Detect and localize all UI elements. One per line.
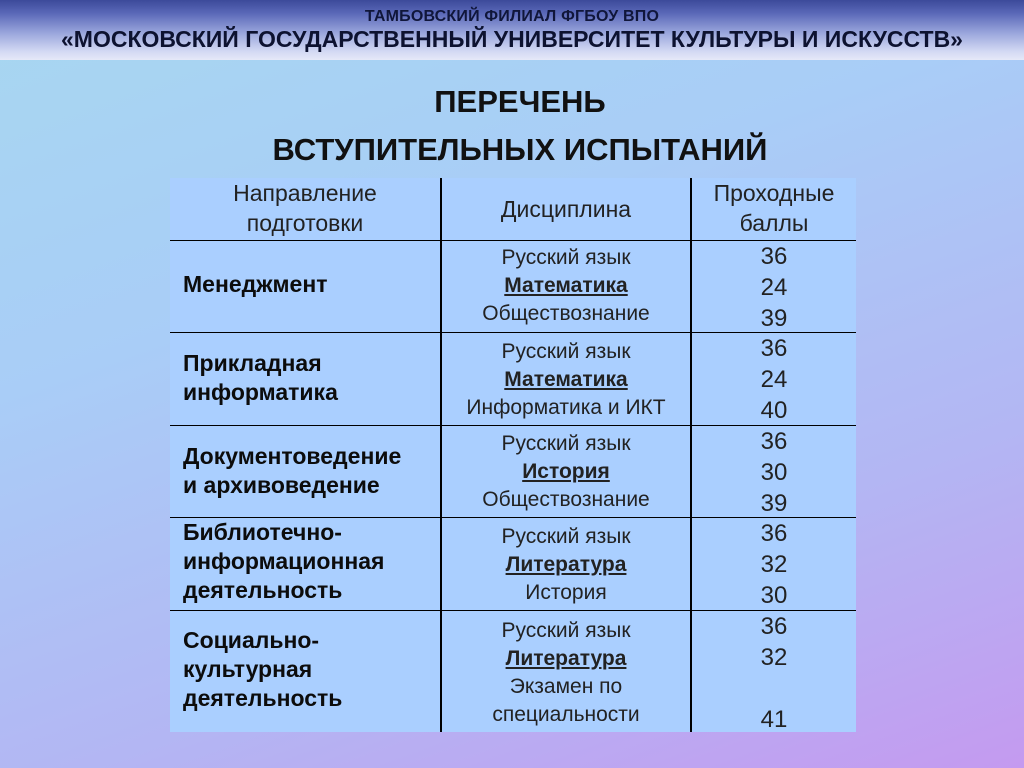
branch-name: ТАМБОВСКИЙ ФИЛИАЛ ФГБОУ ВПО [364,8,660,25]
header-banner [0,0,1024,60]
table-row-direction: Библиотечно- информационная деятельность [183,519,385,603]
table-row-scores: 36 24 40 [760,335,788,424]
column-header-discipline: Дисциплина [500,196,632,222]
page-subtitle: ВСТУПИТЕЛЬНЫХ ИСПЫТАНИЙ [272,132,768,167]
column-header-scores: Проходные баллы [713,180,835,236]
table-row-scores: 36 32 41 [760,613,788,733]
table-row-disciplines: Русский язык История Обществознание [482,432,650,511]
table-row-scores: 36 30 39 [760,428,788,517]
exams-table [170,178,856,732]
university-name: «МОСКОВСКИЙ ГОСУДАРСТВЕННЫЙ УНИВЕРСИТЕТ КУЛЬТУРЫ И ИСКУССТВ» [61,26,963,52]
table-row-disciplines: Русский язык Литература История [501,525,631,604]
table-row-direction: Менеджмент [183,271,328,297]
table-row-direction: Социально- культурная деятельность [183,627,343,711]
table-row-scores: 36 24 39 [760,243,788,332]
page-title: ПЕРЕЧЕНЬ [434,84,606,119]
table-row-direction: Документоведение и архивоведение [183,443,402,498]
column-header-direction: Направление подготовки [233,180,377,236]
table-row-disciplines: Русский язык Математика Информатика и ИКТ [466,340,666,419]
table-row-disciplines: Русский язык Литература Экзамен по специальности [492,619,640,726]
table-row-scores: 36 32 30 [760,520,788,609]
table-row-disciplines: Русский язык Математика Обществознание [482,246,650,325]
table-row-direction: Прикладная информатика [183,350,338,405]
